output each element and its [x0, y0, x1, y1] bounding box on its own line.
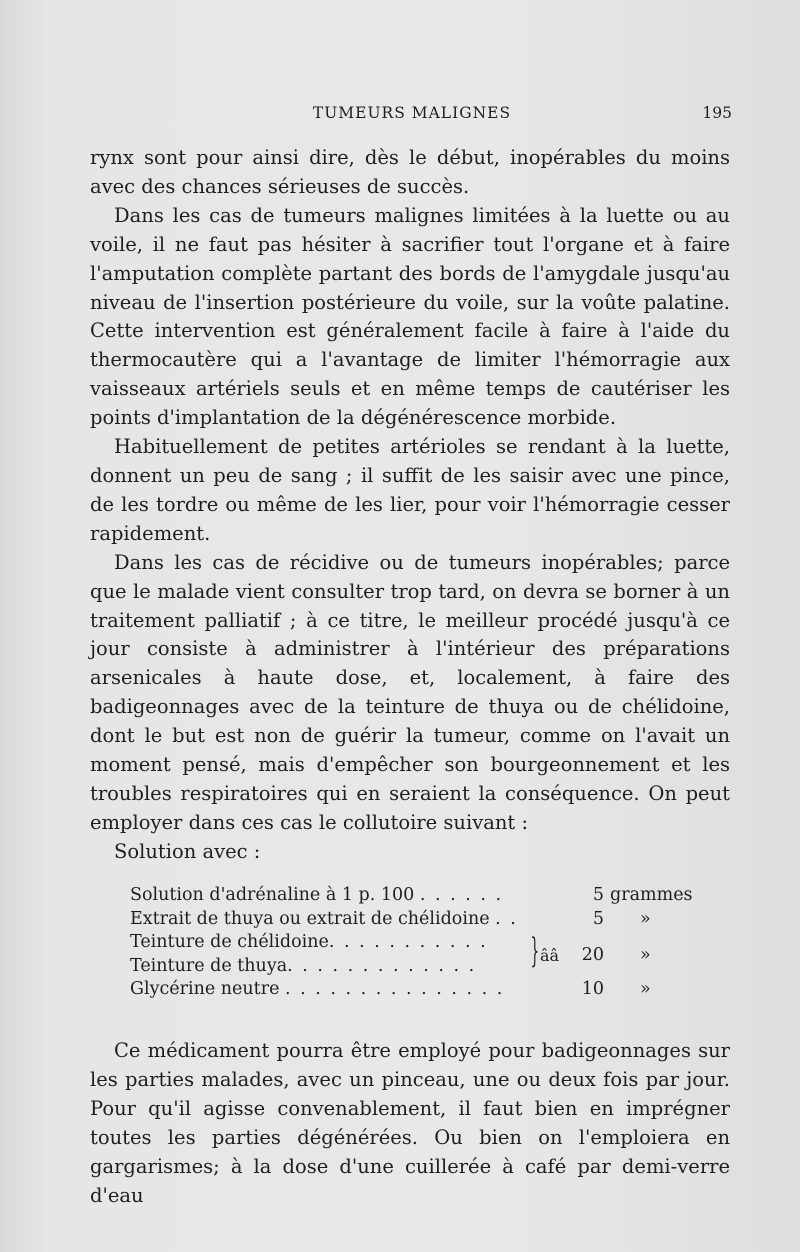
- leader-dots: . . . . . . . . . . . . .: [287, 955, 477, 976]
- brace-quantity: 20: [581, 945, 604, 965]
- ingredient-quantity: 5: [592, 908, 604, 929]
- running-head: [92, 104, 732, 128]
- formula-table: [130, 884, 700, 1002]
- formula-row: [130, 978, 700, 1002]
- brace-unit: »: [640, 945, 651, 965]
- closing-text: [90, 1037, 730, 1210]
- paragraph-medicament: Ce médicament pourra être employé pour badigeonnages sur les parties malades, avec un pinceau, une ou deux fois par jour. Pour qu'il agisse convenablement, il faut bien en imprégner toutes les parties dégénérées. Ou bien on l'emploiera en gargarismes; à la dose d'une cuillerée à café par demi-verre d'eau: [90, 1039, 730, 1207]
- brace-icon: }: [530, 931, 540, 971]
- ingredient-name: Solution d'adrénaline à 1 p. 100: [130, 885, 415, 905]
- paragraph-recidive: Dans les cas de récidive ou de tumeurs inopérables; parce que le malade vient consulter trop tard, on devra se borner à un traitement palliatif ; à ce titre, le meilleur procédé jusqu'à ce jour consiste à administrer à l'intérieur des préparations arsenicales à haute dose, et, localement, à faire des badigeonnages avec de la teinture de thuya ou de chélidoine, dont le but est non de guérir la tumeur, comme on l'avait un moment pensé, mais d'empêcher son bourgeonnement et les troubles respiratoires qui en seraient la conséquence. On peut employer dans ces cas le collutoire suivant :: [90, 550, 730, 834]
- formula-row: [130, 931, 700, 955]
- brace-label: ââ: [540, 946, 560, 965]
- ingredient-name: Teinture de chélidoine: [130, 932, 329, 952]
- leader-dots: . . . . . .: [419, 885, 504, 905]
- ingredient-quantity: 5: [592, 885, 604, 905]
- body-text: [90, 144, 730, 867]
- ingredient-name: Teinture de thuya: [130, 955, 288, 976]
- formula-row: [130, 908, 700, 932]
- ingredient-name: Glycérine neutre: [130, 979, 280, 999]
- ingredient-unit: grammes: [610, 885, 693, 905]
- paragraph-continuation: rynx sont pour ainsi dire, dès le début, inopérables du moins avec des chances sérieuses de succès.: [90, 146, 730, 198]
- leader-dots: . . . . . . . . . . .: [328, 932, 488, 952]
- paragraph-hemorragie: Habituellement de petites artérioles se rendant à la luette, donnent un peu de sang ; il suffit de les saisir avec une pince, de les tordre ou même de les lier, pour voir l'hémorragie cesser rapidement.: [90, 435, 730, 545]
- page-number: 195: [702, 104, 732, 122]
- formula-row: [130, 884, 700, 908]
- paragraph-solution-avec: Solution avec :: [114, 839, 261, 863]
- leader-dots: . .: [495, 908, 518, 929]
- running-title: TUMEURS MALIGNES: [312, 104, 512, 122]
- ingredient-unit: »: [640, 908, 651, 929]
- ingredient-unit: »: [640, 979, 651, 999]
- ingredient-name: Extrait de thuya ou extrait de chélidoine: [130, 908, 490, 929]
- paragraph-tumeurs-limitees: Dans les cas de tumeurs malignes limitées à la luette ou au voile, il ne faut pas hésiter à sacrifier tout l'organe et à faire l'amputation complète partant des bords de l'amygdale jusqu'au niveau de l'insertion postérieure du voile, sur la voûte palatine. Cette intervention est généralement facile à faire à l'aide du thermocautère qui a l'avantage de limiter l'hémorragie aux vaisseaux artériels seuls et en même temps de cautériser les points d'implantation de la dégénérescence morbide.: [90, 203, 730, 430]
- formula-row: [130, 955, 700, 979]
- ingredient-quantity: 10: [581, 979, 604, 999]
- leader-dots: . . . . . . . . . . . . . . .: [285, 979, 505, 999]
